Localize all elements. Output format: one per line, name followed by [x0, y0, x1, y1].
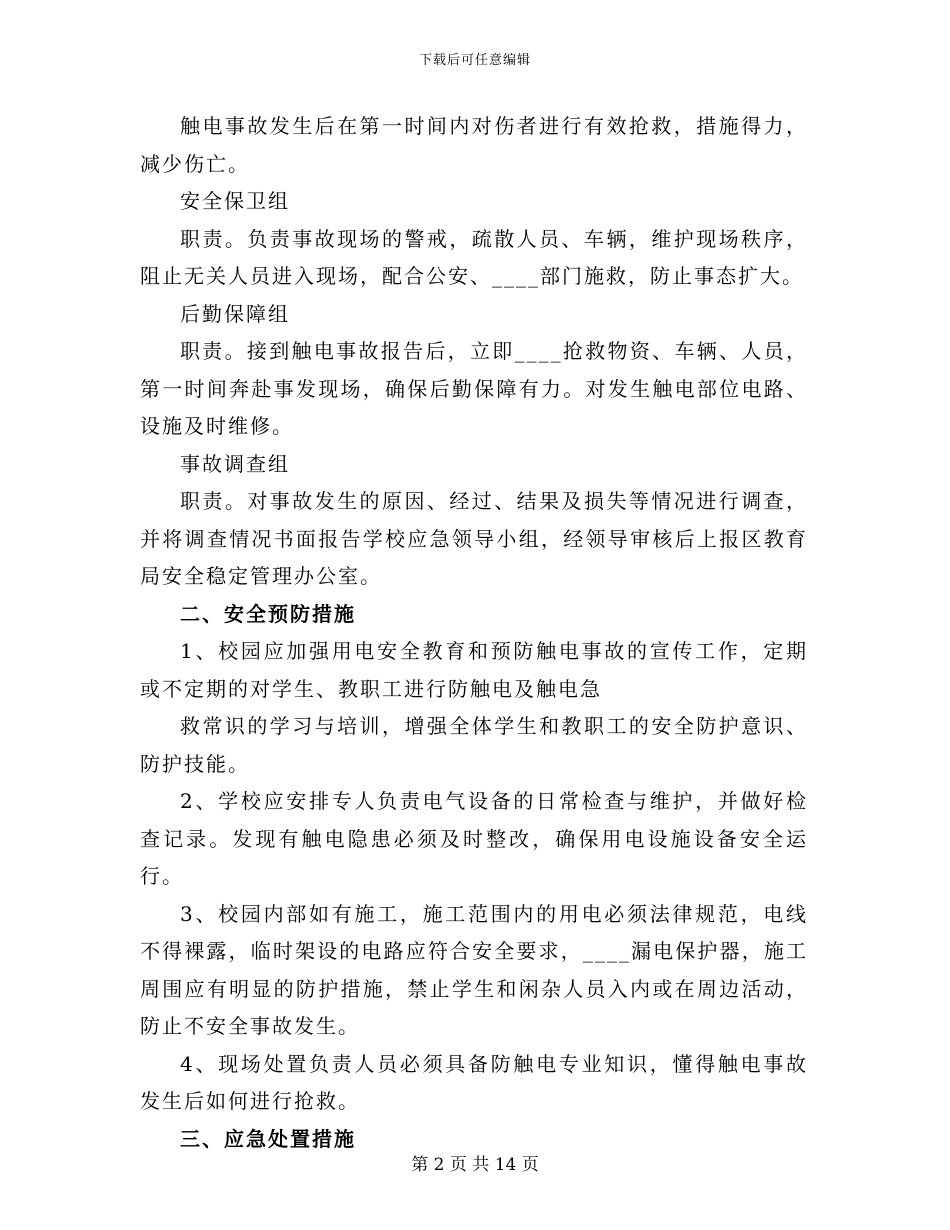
- section-title: 安全保卫组: [180, 189, 290, 213]
- page-footer: 第 2 页 共 14 页: [411, 1155, 539, 1175]
- section-heading: 三、应急处置措施: [180, 1126, 356, 1151]
- document-body: [140, 108, 808, 1158]
- paragraph: 4、现场处置负责人员必须具备防触电专业知识，懂得触电事故发生后如何进行抢救。: [140, 1051, 808, 1113]
- section-title: 事故调查组: [180, 451, 290, 476]
- paragraph: 2、学校应安排专人负责电气设备的日常检查与维护，并做好检查记录。发现有触电隐患必须及时整改，确保用电设施设备安全运行。: [140, 789, 808, 888]
- paragraph: 1、校园应加强用电安全教育和预防触电事故的宣传工作，定期或不定期的对学生、教职工进行防触电及触电急: [140, 639, 808, 701]
- paragraph: 职责。接到触电事故报告后，立即____抢救物资、车辆、人员，第一时间奔赴事发现场，确保后勤保障有力。对发生触电部位电路、设施及时维修。: [140, 339, 808, 438]
- paragraph: 3、校园内部如有施工，施工范围内的用电必须法律规范，电线不得裸露，临时架设的电路应符合安全要求，____漏电保护器，施工周围应有明显的防护措施，禁止学生和闲杂人员入内或在周边活动，防止不安全事故发生。: [140, 901, 808, 1038]
- paragraph: 职责。负责事故现场的警戒，疏散人员、车辆，维护现场秩序，阻止无关人员进入现场，配合公安、____部门施救，防止事态扩大。: [140, 226, 808, 288]
- page-header: 下载后可任意编辑: [418, 53, 531, 68]
- paragraph: 触电事故发生后在第一时间内对伤者进行有效抢救，措施得力，减少伤亡。: [140, 114, 808, 176]
- paragraph: 救常识的学习与培训，增强全体学生和教职工的安全防护意识、防护技能。: [140, 714, 808, 776]
- section-heading: 二、安全预防措施: [180, 601, 356, 626]
- section-title: 后勤保障组: [180, 301, 290, 326]
- paragraph: 职责。对事故发生的原因、经过、结果及损失等情况进行调查，并将调查情况书面报告学校应急领导小组，经领导审核后上报区教育局安全稳定管理办公室。: [140, 489, 808, 588]
